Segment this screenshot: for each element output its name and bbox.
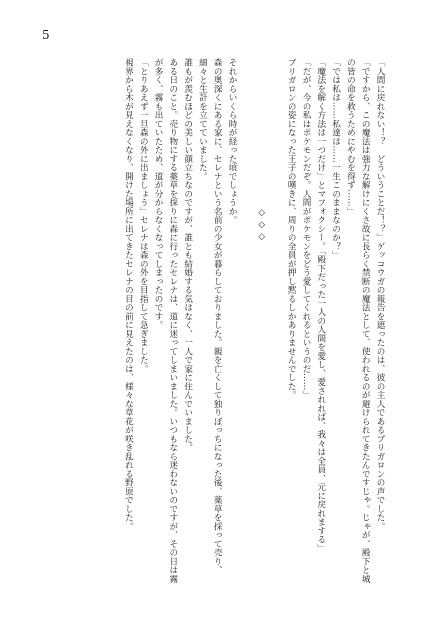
page-number: 5 <box>42 28 50 42</box>
section-break: ◇◇◇ <box>256 208 267 244</box>
paragraph: ある日のこと。売り物にする薬草を採りに森に行ったセレナは、道に迷ってしまいました。いつもなら迷わないのですが、その日は霧が多く、霧も出ていたため、道が分からなくなってしまったのです。 <box>153 58 178 583</box>
paragraph: 視界から木が見えなくなり、開けた場所に出てきたセレナの目の前に見えたのは、様々な草花が咲き乱れる野原でした。 <box>123 58 134 531</box>
paragraph: 森の奥深くにある家に、セレナという名前の少女が暮らしておりました。親を亡くして独りぼっちになった後、薬草を採って売り、細々と生計を立てていました。 <box>197 58 223 575</box>
paragraph: ブリガロンの姿になった王子の嘆きに、周りの全員が押し黙るしかありませんでした。 <box>286 58 297 400</box>
paragraph: 「魔法を解く方法は一つだけ」とマフォクシー。「殿下だった一人の人間を愛し、愛されれば、我々は全員、元に戻れまする」 <box>315 58 326 553</box>
vertical-text-body <box>52 58 387 588</box>
paragraph: 誰もが羨むほどの美しい顔立ちなのですが、誰とも結婚する気はなく、一人で家に住んでいました。 <box>182 58 193 452</box>
paragraph: それからいくら時が経った頃でしょうか。 <box>227 58 238 225</box>
paragraph: 「だが、今の私はポケモンだぞ。人間がポケモンをどう愛してくれるというのだ……」 <box>301 58 312 400</box>
paragraph: 「では私は……私達は……一生このままなのか？」 <box>330 58 341 260</box>
paragraph: 「ですから、この魔法は強力な解けにくさ故に長らく禁断の魔法として、使われるのが避けられてきたんですじゃ。じゃが、殿下と城の皆の命を救うためにやむを得ず……」 <box>345 58 371 583</box>
paragraph: 「人間に戻れない！？ どういうことだ！？」ゲッコウガの報告を遮ったのは、彼の主人であるブリガロンの声でした。 <box>375 58 385 531</box>
paragraph: 「とりあえず一旦森の外に出ましょう」セレナは森の外を目指して急ぎました。 <box>138 58 149 373</box>
